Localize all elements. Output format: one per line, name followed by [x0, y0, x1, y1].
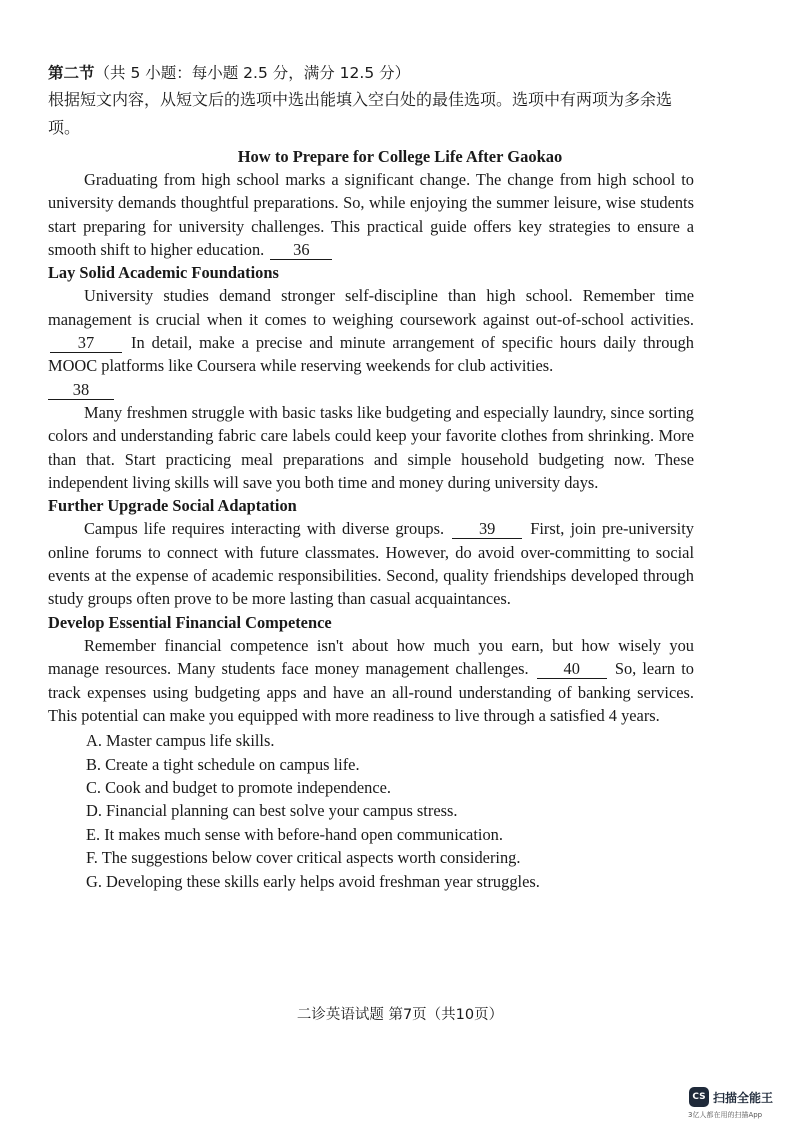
- section-scoring-note: （共 5 小题：每小题 2.5 分，满分 12.5 分）: [94, 64, 411, 82]
- paragraph-text: Remember financial competence isn't about how much you earn, but how wisely you manage resources. Many students face money management challenges.: [48, 635, 694, 679]
- paragraph-social: [48, 517, 694, 610]
- blank-36: 36: [270, 241, 332, 260]
- blank-38: 38: [48, 381, 114, 400]
- option-c: C. Cook and budget to promote independence.: [86, 777, 391, 797]
- heading-financial: Develop Essential Financial Competence: [48, 612, 332, 632]
- passage-title: How to Prepare for College Life After Gaokao: [237, 147, 563, 166]
- paragraph-text: So, learn to track expenses using budgeting apps and have an all-round understanding of banking services. This potential can make you equipped with more readiness to live through a satisfied 4 years.: [48, 659, 694, 725]
- paragraph-intro: [48, 168, 694, 261]
- paragraph-text: University studies demand stronger self-discipline than high school. Remember time management is crucial when it comes to weighing coursework against out-of-school activities.: [48, 286, 694, 329]
- scanner-tagline: 3亿人都在用的扫描App: [688, 1111, 763, 1119]
- section-label: 第二节: [48, 64, 95, 82]
- heading-academic: Lay Solid Academic Foundations: [48, 263, 279, 283]
- option-f: F. The suggestions below cover critical aspects worth considering.: [86, 848, 521, 868]
- section-header: [48, 62, 410, 84]
- option-e: E. It makes much sense with before-hand open communication.: [86, 824, 503, 844]
- scanner-watermark: [689, 1087, 773, 1107]
- blank-39: 39: [452, 520, 522, 539]
- paragraph-text: First, join pre-university online forums to connect with future classmates. However, do avoid over-committing to social events at the expense of academic responsibilities. Second, quality friendships developed through study groups often prove to be more lasting than casual acquaintances.: [48, 519, 694, 609]
- option-b: B. Create a tight schedule on campus life.: [86, 754, 360, 774]
- answer-options: [86, 729, 694, 893]
- paragraph-living-skills: Many freshmen struggle with basic tasks like budgeting and especially laundry, since sorting colors and understanding fabric care labels could keep your favorite clothes from shrinking. More than that. Start practicing meal preparations and simple household budgeting now. These independent living skills will save you both time and money during university days.: [48, 402, 694, 492]
- camscanner-logo-icon: CS: [689, 1087, 709, 1107]
- paragraph-text: Campus life requires interacting with diverse groups.: [84, 519, 445, 539]
- blank-38-line: [48, 378, 694, 401]
- page-footer: 二诊英语试题 第7页（共10页）: [296, 1007, 504, 1023]
- heading-social: Further Upgrade Social Adaptation: [48, 496, 297, 516]
- blank-37: 37: [50, 334, 122, 353]
- option-a: A. Master campus life skills.: [86, 731, 275, 751]
- paragraph-financial: [48, 634, 694, 727]
- blank-40: 40: [537, 660, 607, 679]
- section-instruction: 根据短文内容，从短文后的选项中选出能填入空白处的最佳选项。选项中有两项为多余选项。: [48, 90, 673, 137]
- option-d: D. Financial planning can best solve your campus stress.: [86, 801, 458, 821]
- option-g: G. Developing these skills early helps avoid freshman year struggles.: [86, 871, 540, 891]
- paragraph-academic: [48, 284, 694, 377]
- paragraph-text: In detail, make a precise and minute arrangement of specific hours daily through MOOC platforms like Coursera while reserving weekends for club activities.: [48, 333, 694, 376]
- scanner-brand: 扫描全能王: [713, 1090, 774, 1105]
- paragraph-text: Graduating from high school marks a significant change. The change from high school to university demands thoughtful preparations. So, while enjoying the summer leisure, wise students start preparing for university challenges. This practical guide offers key strategies to ensure a smooth shift to higher education.: [48, 170, 694, 259]
- passage-body: [48, 168, 694, 893]
